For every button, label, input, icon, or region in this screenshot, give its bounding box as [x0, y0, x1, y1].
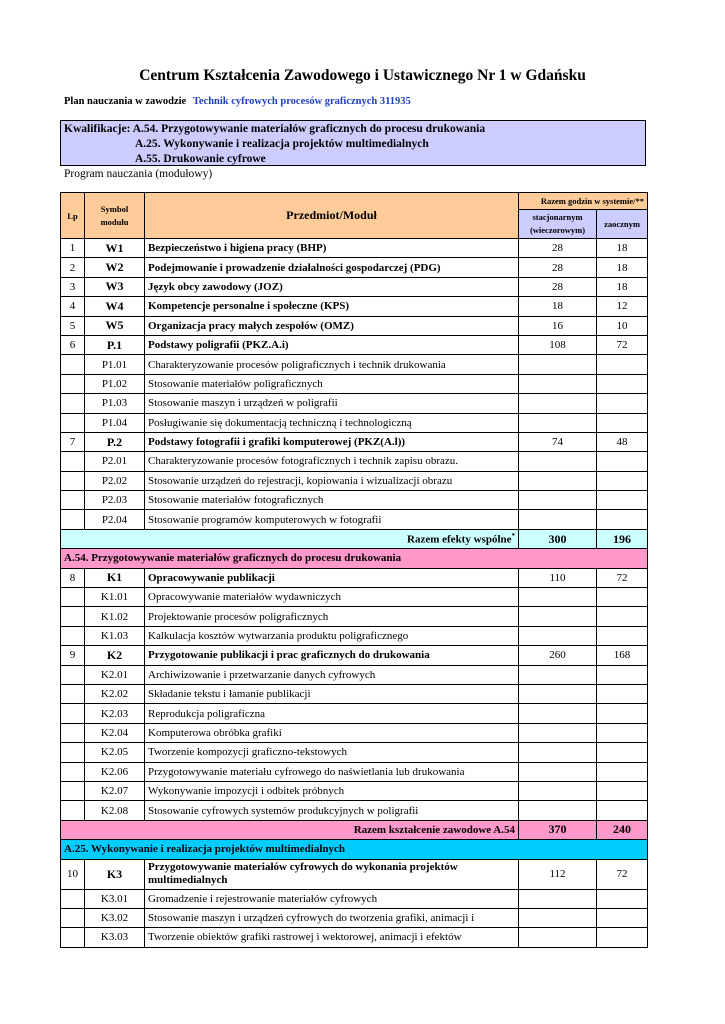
hours-stationary: 110 [519, 568, 597, 587]
unit-row [61, 801, 648, 820]
symbol-cell: K2.07 [85, 781, 145, 800]
hours-stationary [519, 394, 597, 413]
symbol-cell: K2 [85, 646, 145, 665]
profession-name: Technik cyfrowych procesów graficznych 311935 [192, 96, 411, 107]
module-row [61, 432, 648, 451]
unit-name: Stosowanie urządzeń do rejestracji, kopiowania i wizualizacji obrazu [145, 471, 519, 490]
summary-stationary: 370 [519, 820, 597, 839]
symbol-cell: P2.03 [85, 491, 145, 510]
hours-stationary [519, 889, 597, 908]
hours-stationary: 74 [519, 432, 597, 451]
lp-cell: 5 [61, 316, 85, 335]
unit-row [61, 704, 648, 723]
symbol-cell: W4 [85, 297, 145, 316]
summary-extramural: 240 [597, 820, 648, 839]
plan-line [64, 96, 411, 107]
unit-row [61, 908, 648, 927]
hours-stationary [519, 723, 597, 742]
lp-cell [61, 510, 85, 529]
unit-name: Kalkulacja kosztów wytwarzania produktu poligraficznego [145, 626, 519, 645]
unit-row [61, 471, 648, 490]
document-title: Centrum Kształcenia Zawodowego i Ustawicznego Nr 1 w Gdańsku [139, 67, 586, 84]
summary-label [61, 820, 519, 839]
hours-stationary: 28 [519, 277, 597, 296]
unit-name: Charakteryzowanie procesów fotograficznych i technik zapisu obrazu. [145, 452, 519, 471]
lp-cell [61, 607, 85, 626]
hours-extramural [597, 762, 648, 781]
lp-cell [61, 588, 85, 607]
lp-cell: 8 [61, 568, 85, 587]
symbol-cell: K1.01 [85, 588, 145, 607]
plan-label: Plan nauczania w zawodzie [64, 96, 187, 107]
header-subject: Przedmiot/Moduł [145, 193, 519, 239]
unit-name: Stosowanie maszyn i urządzeń w poligrafii [145, 394, 519, 413]
unit-name: Stosowanie materiałów fotograficznych [145, 491, 519, 510]
lp-cell: 1 [61, 239, 85, 258]
qualification-line-1 [64, 122, 645, 137]
unit-name: Gromadzenie i rejestrowanie materiałów cyfrowych [145, 889, 519, 908]
symbol-cell: K1 [85, 568, 145, 587]
unit-name: Archiwizowanie i przetwarzanie danych cyfrowych [145, 665, 519, 684]
section-label: A.54. Przygotowywanie materiałów graficznych do procesu drukowania [61, 549, 648, 568]
hours-extramural [597, 413, 648, 432]
symbol-cell: P2.01 [85, 452, 145, 471]
hours-extramural [597, 588, 648, 607]
hours-extramural: 168 [597, 646, 648, 665]
hours-extramural [597, 626, 648, 645]
lp-cell: 3 [61, 277, 85, 296]
hours-extramural [597, 471, 648, 490]
hours-stationary [519, 665, 597, 684]
module-row [61, 646, 648, 665]
symbol-cell: P1.04 [85, 413, 145, 432]
hours-stationary: 28 [519, 239, 597, 258]
unit-name: Składanie tekstu i łamanie publikacji [145, 684, 519, 703]
unit-row [61, 889, 648, 908]
hours-stationary: 108 [519, 335, 597, 354]
lp-cell [61, 908, 85, 927]
hours-extramural [597, 743, 648, 762]
hours-stationary [519, 374, 597, 393]
unit-row [61, 781, 648, 800]
hours-stationary: 260 [519, 646, 597, 665]
hours-stationary [519, 413, 597, 432]
lp-cell [61, 452, 85, 471]
symbol-cell: P1.03 [85, 394, 145, 413]
hours-extramural [597, 374, 648, 393]
unit-row [61, 374, 648, 393]
unit-row [61, 684, 648, 703]
symbol-cell: W2 [85, 258, 145, 277]
unit-row [61, 723, 648, 742]
symbol-cell: K1.03 [85, 626, 145, 645]
hours-extramural: 72 [597, 568, 648, 587]
unit-row [61, 626, 648, 645]
qualification-a25: A.25. Wykonywanie i realizacja projektów multimedialnych [135, 138, 429, 150]
hours-extramural [597, 665, 648, 684]
section-label: A.25. Wykonywanie i realizacja projektów multimedialnych [61, 840, 648, 859]
hours-stationary [519, 626, 597, 645]
symbol-cell: P1.02 [85, 374, 145, 393]
lp-cell [61, 665, 85, 684]
lp-cell [61, 704, 85, 723]
symbol-cell: W5 [85, 316, 145, 335]
hours-extramural: 72 [597, 335, 648, 354]
lp-cell: 4 [61, 297, 85, 316]
hours-extramural [597, 607, 648, 626]
lp-cell [61, 374, 85, 393]
lp-cell: 10 [61, 859, 85, 889]
hours-stationary: 18 [519, 297, 597, 316]
symbol-cell: P2.04 [85, 510, 145, 529]
unit-row [61, 394, 648, 413]
symbol-cell: K3.03 [85, 928, 145, 947]
hours-extramural [597, 781, 648, 800]
lp-cell: 2 [61, 258, 85, 277]
lp-cell [61, 723, 85, 742]
summary-a54-row [61, 820, 648, 839]
symbol-cell: K2.08 [85, 801, 145, 820]
lp-cell: 7 [61, 432, 85, 451]
hours-extramural [597, 704, 648, 723]
qualifications-box [60, 120, 646, 166]
symbol-cell: P1.01 [85, 355, 145, 374]
unit-row [61, 762, 648, 781]
module-name: Przygotowywanie materiałów cyfrowych do wykonania projektów multimedialnych [145, 859, 519, 889]
unit-row [61, 510, 648, 529]
hours-stationary [519, 743, 597, 762]
module-row [61, 297, 648, 316]
unit-name: Posługiwanie się dokumentacją techniczną i technologiczną [145, 413, 519, 432]
unit-name: Tworzenie obiektów grafiki rastrowej i wektorowej, animacji i efektów [145, 928, 519, 947]
hours-extramural [597, 889, 648, 908]
symbol-cell: K2.01 [85, 665, 145, 684]
header-hours-group: Razem godzin w systemie/** [519, 193, 648, 210]
hours-extramural [597, 510, 648, 529]
symbol-cell: K2.03 [85, 704, 145, 723]
module-row [61, 859, 648, 889]
hours-extramural: 72 [597, 859, 648, 889]
hours-extramural: 12 [597, 297, 648, 316]
hours-extramural [597, 355, 648, 374]
hours-stationary [519, 781, 597, 800]
hours-stationary [519, 801, 597, 820]
hours-extramural [597, 801, 648, 820]
hours-stationary: 112 [519, 859, 597, 889]
unit-row [61, 452, 648, 471]
hours-stationary [519, 471, 597, 490]
lp-cell [61, 471, 85, 490]
symbol-cell: P.2 [85, 432, 145, 451]
unit-row [61, 413, 648, 432]
header-extramural: zaocznym [597, 210, 648, 239]
module-name: Podstawy fotografii i grafiki komputerowej (PKZ(A.l)) [145, 432, 519, 451]
symbol-cell: P.1 [85, 335, 145, 354]
symbol-cell: K3.02 [85, 908, 145, 927]
module-name: Opracowywanie publikacji [145, 568, 519, 587]
curriculum-table [60, 192, 648, 948]
hours-extramural: 10 [597, 316, 648, 335]
header-stationary: stacjonarnym (wieczorowym) [519, 210, 597, 239]
module-row [61, 258, 648, 277]
footnote-mark: * [511, 532, 515, 541]
unit-name: Charakteryzowanie procesów poligraficznych i technik drukowania [145, 355, 519, 374]
unit-row [61, 928, 648, 947]
lp-cell [61, 491, 85, 510]
unit-name: Stosowanie materiałów poligraficznych [145, 374, 519, 393]
module-name: Kompetencje personalne i społeczne (KPS) [145, 297, 519, 316]
summary-label-text: Razem kształcenie zawodowe A.54 [353, 823, 515, 836]
module-name: Język obcy zawodowy (JOZ) [145, 277, 519, 296]
header-symbol: Symbol modułu [85, 193, 145, 239]
unit-name: Reprodukcja poligraficzna [145, 704, 519, 723]
unit-row [61, 491, 648, 510]
module-name: Przygotowanie publikacji i prac graficznych do drukowania [145, 646, 519, 665]
symbol-cell: K2.05 [85, 743, 145, 762]
symbol-cell: P2.02 [85, 471, 145, 490]
symbol-cell: W3 [85, 277, 145, 296]
summary-common-row [61, 529, 648, 548]
program-label: Program nauczania (modułowy) [64, 168, 213, 180]
unit-name: Wykonywanie impozycji i odbitek próbnych [145, 781, 519, 800]
hours-extramural: 18 [597, 277, 648, 296]
lp-cell [61, 781, 85, 800]
header-row-1 [61, 193, 648, 210]
symbol-cell: K2.02 [85, 684, 145, 703]
unit-name: Opracowywanie materiałów wydawniczych [145, 588, 519, 607]
hours-extramural [597, 908, 648, 927]
hours-extramural [597, 928, 648, 947]
unit-row [61, 588, 648, 607]
symbol-cell: K1.02 [85, 607, 145, 626]
unit-row [61, 607, 648, 626]
unit-name: Tworzenie kompozycji graficzno-tekstowych [145, 743, 519, 762]
hours-stationary [519, 588, 597, 607]
lp-cell [61, 626, 85, 645]
lp-cell [61, 762, 85, 781]
module-row [61, 277, 648, 296]
hours-stationary [519, 510, 597, 529]
lp-cell [61, 355, 85, 374]
lp-cell [61, 928, 85, 947]
module-name: Podejmowanie i prowadzenie działalności gospodarczej (PDG) [145, 258, 519, 277]
lp-cell [61, 743, 85, 762]
unit-row [61, 355, 648, 374]
summary-stationary: 300 [519, 529, 597, 548]
lp-cell [61, 413, 85, 432]
hours-stationary [519, 452, 597, 471]
lp-cell [61, 801, 85, 820]
unit-name: Stosowanie programów komputerowych w fotografii [145, 510, 519, 529]
unit-row [61, 665, 648, 684]
hours-stationary [519, 355, 597, 374]
lp-cell: 6 [61, 335, 85, 354]
hours-extramural: 18 [597, 258, 648, 277]
hours-extramural [597, 452, 648, 471]
module-name: Podstawy poligrafii (PKZ.A.i) [145, 335, 519, 354]
module-name: Bezpieczeństwo i higiena pracy (BHP) [145, 239, 519, 258]
hours-stationary [519, 607, 597, 626]
header-lp: Lp [61, 193, 85, 239]
unit-row [61, 743, 648, 762]
hours-extramural [597, 394, 648, 413]
hours-stationary [519, 704, 597, 723]
section-a54-header [61, 549, 648, 568]
qualification-a55: A.55. Drukowanie cyfrowe [135, 153, 266, 165]
hours-extramural: 18 [597, 239, 648, 258]
lp-cell [61, 889, 85, 908]
unit-name: Przygotowywanie materiału cyfrowego do naświetlania lub drukowania [145, 762, 519, 781]
hours-extramural [597, 723, 648, 742]
lp-cell [61, 394, 85, 413]
qualifications-prefix: Kwalifikacje: [64, 123, 131, 135]
summary-extramural: 196 [597, 529, 648, 548]
summary-label [61, 529, 519, 548]
symbol-cell: K2.06 [85, 762, 145, 781]
hours-extramural [597, 684, 648, 703]
unit-name: Komputerowa obróbka grafiki [145, 723, 519, 742]
hours-stationary: 28 [519, 258, 597, 277]
qualification-a54: A.54. Przygotowywanie materiałów graficznych do procesu drukowania [132, 123, 486, 135]
hours-stationary [519, 762, 597, 781]
module-row [61, 568, 648, 587]
unit-name: Projektowanie procesów poligraficznych [145, 607, 519, 626]
lp-cell: 9 [61, 646, 85, 665]
module-name: Organizacja pracy małych zespołów (OMZ) [145, 316, 519, 335]
symbol-cell: W1 [85, 239, 145, 258]
unit-name: Stosowanie maszyn i urządzeń cyfrowych do tworzenia grafiki, animacji i [145, 908, 519, 927]
lp-cell [61, 684, 85, 703]
hours-extramural [597, 491, 648, 510]
hours-stationary [519, 908, 597, 927]
hours-stationary [519, 684, 597, 703]
summary-label-text: Razem efekty wspólne [407, 533, 512, 546]
module-row [61, 239, 648, 258]
symbol-cell: K3.01 [85, 889, 145, 908]
hours-extramural: 48 [597, 432, 648, 451]
section-a25-header [61, 840, 648, 859]
module-row [61, 335, 648, 354]
hours-stationary: 16 [519, 316, 597, 335]
symbol-cell: K2.04 [85, 723, 145, 742]
module-row [61, 316, 648, 335]
hours-stationary [519, 928, 597, 947]
hours-stationary [519, 491, 597, 510]
symbol-cell: K3 [85, 859, 145, 889]
unit-name: Stosowanie cyfrowych systemów produkcyjnych w poligrafii [145, 801, 519, 820]
